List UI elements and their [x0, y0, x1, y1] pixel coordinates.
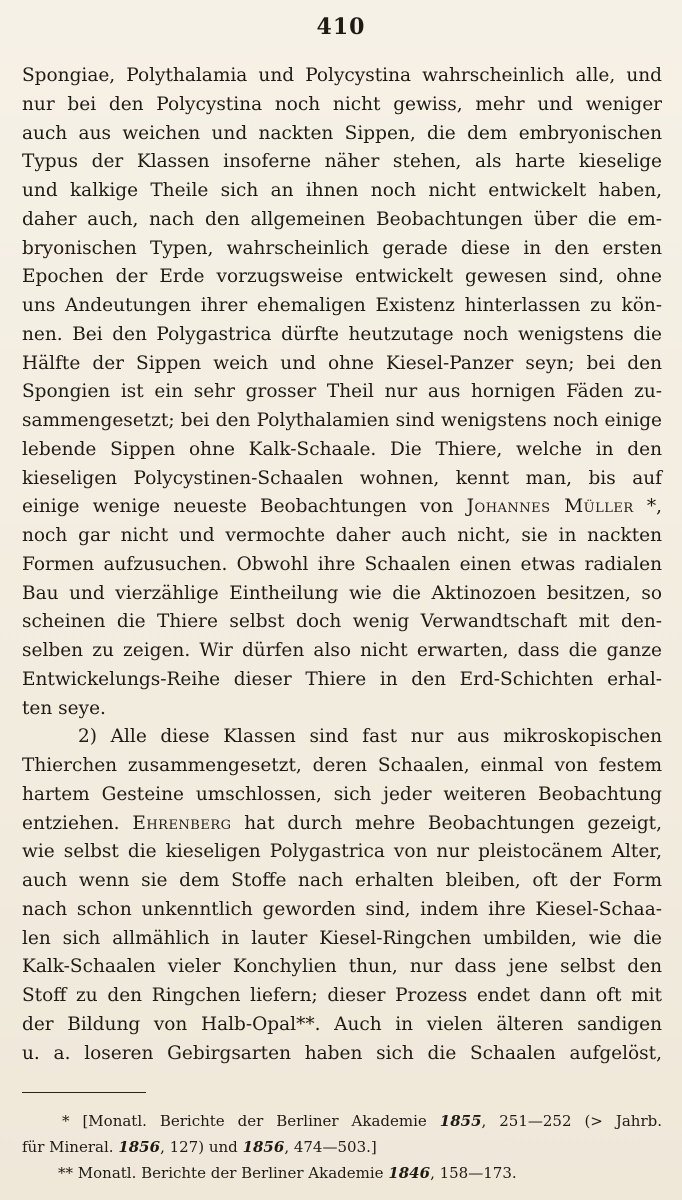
- text-line: daher auch, nach den allgemeinen Beobachtungen über die em-: [22, 208, 662, 230]
- footnote-text: ** Monatl. Berichte der Berliner Akademie: [58, 1164, 384, 1182]
- text-line: Spongien ist ein sehr grosser Theil nur aus hornigen Fäden zu-: [22, 381, 662, 403]
- text-line: der Bildung von Halb-Opal**. Auch in vielen älteren sandigen: [22, 1013, 662, 1035]
- text-line: nen. Bei den Polygastrica dürfte heutzutage noch wenigstens die: [22, 323, 662, 345]
- footnote-text: , 127) und: [160, 1138, 238, 1156]
- text-line: selben zu zeigen. Wir dürfen also nicht erwarten, dass die ganze: [22, 640, 662, 661]
- text-line: [22, 810, 662, 839]
- main-text: [22, 62, 662, 1068]
- text-line: noch gar nicht und vermochte daher auch nicht, sie in nackten: [22, 525, 662, 546]
- author-name: Johannes Müller: [466, 496, 634, 518]
- text-line: Typus der Klassen insoferne näher stehen, als harte kieselige: [22, 151, 662, 173]
- text-line: nach schon unkenntlich geworden sind, indem ihre Kiesel-Schaa-: [22, 898, 662, 920]
- text-line: bryonischen Typen, wahrscheinlich gerade diese in den ersten: [22, 237, 662, 259]
- footnotes: [22, 1108, 662, 1186]
- page-number: 410: [316, 14, 366, 40]
- text-line: u. a. loseren Gebirgsarten haben sich die Schaalen aufgelöst,: [22, 1042, 662, 1064]
- footnote-divider: [22, 1092, 146, 1093]
- text-fragment: einige wenige neueste Beobachtungen von: [22, 496, 454, 518]
- text-line: nur bei den Polycystina noch nicht gewiss, mehr und weniger: [22, 93, 662, 115]
- footnote-year: 1856: [242, 1138, 285, 1156]
- text-line: Spongiae, Polythalamia und Polycystina wahrscheinlich alle, und: [22, 65, 662, 86]
- text-line: Thierchen zusammengesetzt, deren Schaalen, einmal von festem: [22, 755, 662, 776]
- text-line: wie selbst die kieseligen Polygastrica von nur pleistocänem Alter,: [22, 841, 662, 863]
- footnote-text: für Mineral.: [22, 1138, 114, 1156]
- footnote-text: * [Monatl. Berichte der Berliner Akademie: [62, 1112, 427, 1130]
- text-line: Kalk-Schaalen vieler Konchylien thun, nur dass jene selbst den: [22, 956, 662, 978]
- text-line: ten seye.: [22, 697, 106, 719]
- footnote-year: 1856: [118, 1138, 161, 1156]
- text-line: lebende Sippen ohne Kalk-Schaale. Die Thiere, welche in den: [22, 438, 662, 460]
- paragraph-start: 2) Alle diese Klassen sind fast nur aus mikroskopischen: [78, 726, 662, 748]
- footnote-year: 1846: [388, 1164, 431, 1182]
- footnote-1-continued: [22, 1134, 662, 1160]
- text-line: Epochen der Erde vorzugsweise entwickelt gewesen sind, ohne: [22, 266, 662, 288]
- text-line: Entwickelungs-Reihe dieser Thiere in den Erd-Schichten erhal-: [22, 668, 662, 690]
- footnote-1: [22, 1108, 662, 1134]
- text-line: Formen aufzusuchen. Obwohl ihre Schaalen einen etwas radialen: [22, 553, 662, 575]
- text-line: scheinen die Thiere selbst doch wenig Verwandtschaft mit den-: [22, 611, 662, 633]
- text-fragment: hat durch mehre Beobachtungen gezeigt,: [244, 812, 662, 834]
- text-line: sammengesetzt; bei den Polythalamien sind wenigstens noch einige: [22, 410, 662, 431]
- footnote-year: 1855: [439, 1112, 482, 1130]
- footnote-2: [22, 1160, 662, 1186]
- footnote-text: , 158—173.: [430, 1164, 517, 1182]
- text-line: len sich allmählich in lauter Kiesel-Ringchen umbilden, wie die: [22, 927, 662, 949]
- text-line: auch aus weichen und nackten Sippen, die dem embryonischen: [22, 122, 662, 144]
- text-line: hartem Gesteine umschlossen, sich jeder weiteren Beobachtung: [22, 783, 662, 805]
- text-line: auch wenn sie dem Stoffe nach erhalten bleiben, oft der Form: [22, 870, 662, 891]
- footnote-text: , 474—503.]: [284, 1138, 377, 1156]
- text-line: und kalkige Theile sich an ihnen noch nicht entwickelt haben,: [22, 180, 662, 201]
- footnote-mark: *,: [646, 496, 662, 518]
- text-line: Bau und vierzählige Eintheilung wie die Aktinozoen besitzen, so: [22, 582, 662, 604]
- text-line: kieseligen Polycystinen-Schaalen wohnen, kennt man, bis auf: [22, 467, 662, 489]
- text-line: uns Andeutungen ihrer ehemaligen Existenz hinterlassen zu kön-: [22, 295, 662, 316]
- author-name: Ehrenberg: [132, 812, 232, 834]
- footnote-text: , 251—252 (> Jahrb.: [481, 1112, 662, 1130]
- text-line: Stoff zu den Ringchen liefern; dieser Prozess endet dann oft mit: [22, 985, 662, 1006]
- text-line: Hälfte der Sippen weich und ohne Kiesel-Panzer seyn; bei den: [22, 352, 662, 374]
- text-line: [22, 493, 662, 522]
- text-fragment: entziehen.: [22, 812, 120, 834]
